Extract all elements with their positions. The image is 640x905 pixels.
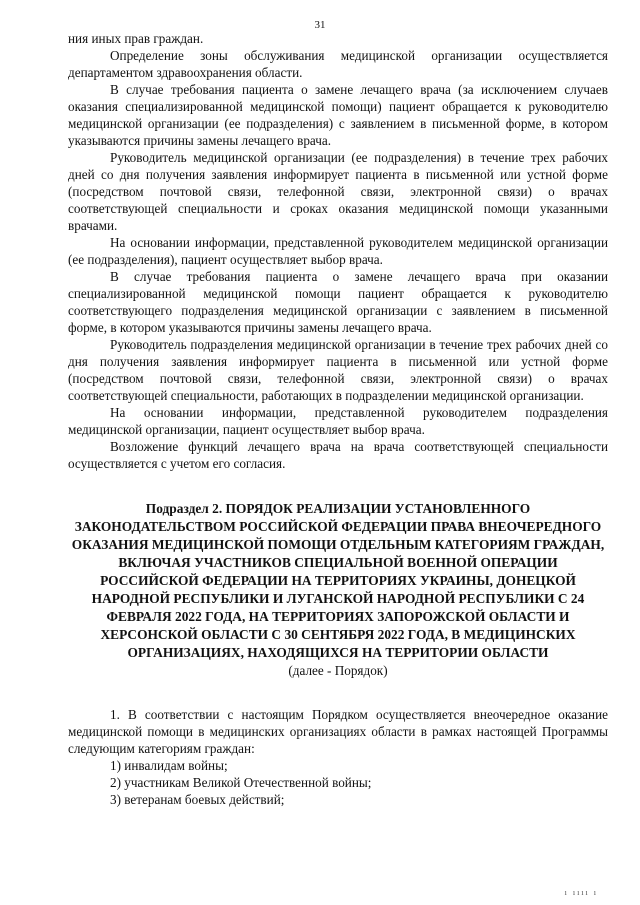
subsection-heading: Подраздел 2. ПОРЯДОК РЕАЛИЗАЦИИ УСТАНОВЛЕННОГО ЗАКОНОДАТЕЛЬСТВОМ РОССИЙСКОЙ ФЕДЕРАЦИИ ПРАВА ВНЕОЧЕРЕДНОГО ОКАЗАНИЯ МЕДИЦИНСКОЙ ПОМОЩИ ОТДЕЛЬНЫМ КАТЕГОРИЯМ ГРАЖДАН, ВКЛЮЧАЯ УЧАСТНИКОВ СПЕЦИАЛЬНОЙ ВОЕННОЙ ОПЕРАЦИИ РОССИЙСКОЙ ФЕДЕРАЦИИ НА ТЕРРИТОРИЯХ УКРАИНЫ, ДОНЕЦКОЙ НАРОДНОЙ РЕСПУБЛИКИ И ЛУГАНСКОЙ НАРОДНОЙ РЕСПУБЛИКИ С 24 ФЕВРАЛЯ 2022 ГОДА, НА ТЕРРИТОРИЯХ ЗАПОРОЖСКОЙ ОБЛАСТИ И ХЕРСОНСКОЙ ОБЛАСТИ С 30 СЕНТЯБРЯ 2022 ГОДА, В МЕДИЦИНСКИХ ОРГАНИЗАЦИЯХ, НАХОДЯЩИХСЯ НА ТЕРРИТОРИИ ОБЛАСТИ: [71, 501, 605, 660]
page-number: 31: [314, 19, 326, 31]
paragraph-4: Руководитель медицинской организации (ее подразделения) в течение трех рабочих дней со дня получения заявления информирует пациента в письменной или устной форме (посредством почтовой связи, телефонной связи, электронной связи) о врачах соответствующей специальности и сроках оказания медицинской помощи указанными врачами.: [68, 150, 608, 233]
paragraph-5: На основании информации, представленной руководителем медицинской организации (ее подразделения), пациент осуществляет выбор врача.: [68, 235, 608, 267]
document-body: [68, 30, 608, 808]
paragraph-1: ния иных прав граждан.: [68, 31, 204, 46]
paragraph-2: Определение зоны обслуживания медицинской организации осуществляется департаментом здравоохранения области.: [68, 48, 608, 80]
paragraph-8: На основании информации, представленной руководителем подразделения медицинской организации, пациент осуществляет выбор врача.: [68, 405, 608, 437]
paragraph-6: В случае требования пациента о замене лечащего врача при оказании специализированной медицинской помощи пациент обращается к руководителю соответствующего подразделения медицинской организации с заявлением в письменной форме, в котором указываются причины замены лечащего врача.: [68, 269, 608, 335]
paragraph-3: В случае требования пациента о замене лечащего врача (за исключением случаев оказания специализированной медицинской помощи) пациент обращается к руководителю медицинской организации (ее подразделения) с заявлением в письменной форме, в котором указываются причины замены лечащего врача.: [68, 82, 608, 148]
list-item: 3) ветеранам боевых действий;: [110, 792, 285, 807]
paragraph-9: Возложение функций лечащего врача на врача соответствующей специальности осуществляется с учетом его согласия.: [68, 439, 608, 471]
paragraph-7: Руководитель подразделения медицинской организации в течение трех рабочих дней со дня получения заявления информирует пациента в письменной или устной форме (посредством почтовой связи, телефонной связи, электронной связи) о врачах соответствующей специальности, работающих в подразделении медицинской организации.: [68, 337, 608, 403]
footer-mark: ı ıııı ı: [564, 888, 598, 897]
list-item: 2) участникам Великой Отечественной войны;: [110, 775, 372, 790]
list-item: 1) инвалидам войны;: [110, 758, 228, 773]
subsection-subtitle: (далее - Порядок): [288, 663, 388, 678]
section-intro-paragraph: 1. В соответствии с настоящим Порядком осуществляется внеочередное оказание медицинской помощи в медицинских организациях области в рамках настоящей Программы следующим категориям граждан:: [68, 707, 608, 756]
